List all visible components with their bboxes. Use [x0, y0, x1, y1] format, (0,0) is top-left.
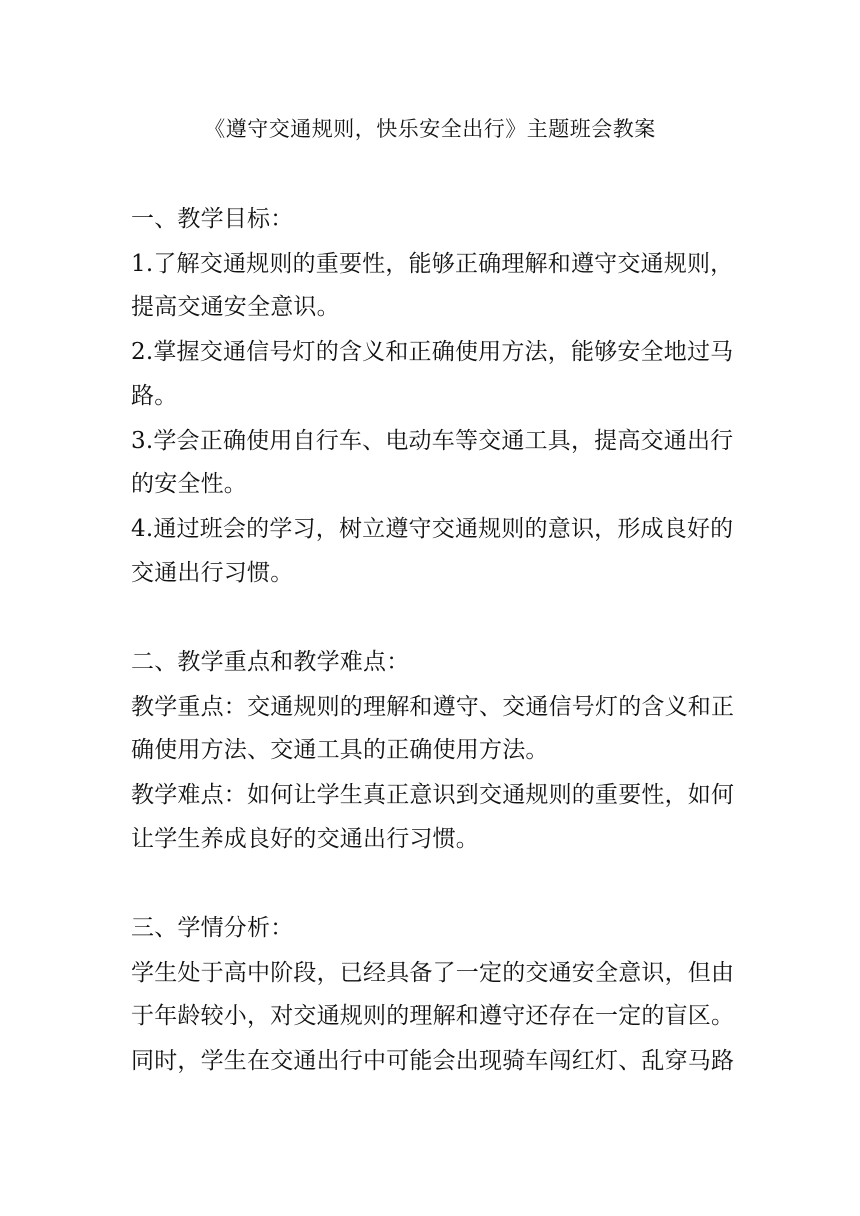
- paragraph-line: 2.掌握交通信号灯的含义和正确使用方法，能够安全地过马: [131, 339, 734, 365]
- paragraph-line: 让学生养成良好的交通出行习惯。: [131, 826, 479, 852]
- section-heading-key-points: 二、教学重点和教学难点：: [131, 649, 410, 675]
- paragraph-line: 教学难点：如何让学生真正意识到交通规则的重要性，如何: [131, 782, 735, 808]
- paragraph-line: 学生处于高中阶段，已经具备了一定的交通安全意识，但由: [131, 960, 735, 986]
- document-title: 《遵守交通规则，快乐安全出行》主题班会教案: [204, 117, 656, 141]
- paragraph-line: 同时，学生在交通出行中可能会出现骑车闯红灯、乱穿马路: [131, 1048, 735, 1074]
- paragraph-line: 确使用方法、交通工具的正确使用方法。: [131, 737, 549, 763]
- paragraph-line: 4.通过班会的学习，树立遵守交通规则的意识，形成良好的: [131, 516, 734, 542]
- paragraph-line: 提高交通安全意识。: [131, 294, 340, 320]
- paragraph-line: 路。: [131, 383, 178, 409]
- section-heading-student-analysis: 三、学情分析：: [131, 915, 294, 941]
- paragraph-line: 交通出行习惯。: [131, 560, 294, 586]
- section-heading-objectives: 一、教学目标：: [131, 206, 294, 232]
- paragraph-line: 3.学会正确使用自行车、电动车等交通工具，提高交通出行: [131, 428, 734, 454]
- paragraph-line: 1.了解交通规则的重要性，能够正确理解和遵守交通规则，: [131, 251, 734, 277]
- paragraph-line: 于年龄较小，对交通规则的理解和遵守还存在一定的盲区。: [131, 1003, 735, 1029]
- paragraph-line: 教学重点：交通规则的理解和遵守、交通信号灯的含义和正: [131, 694, 735, 720]
- paragraph-line: 的安全性。: [131, 471, 247, 497]
